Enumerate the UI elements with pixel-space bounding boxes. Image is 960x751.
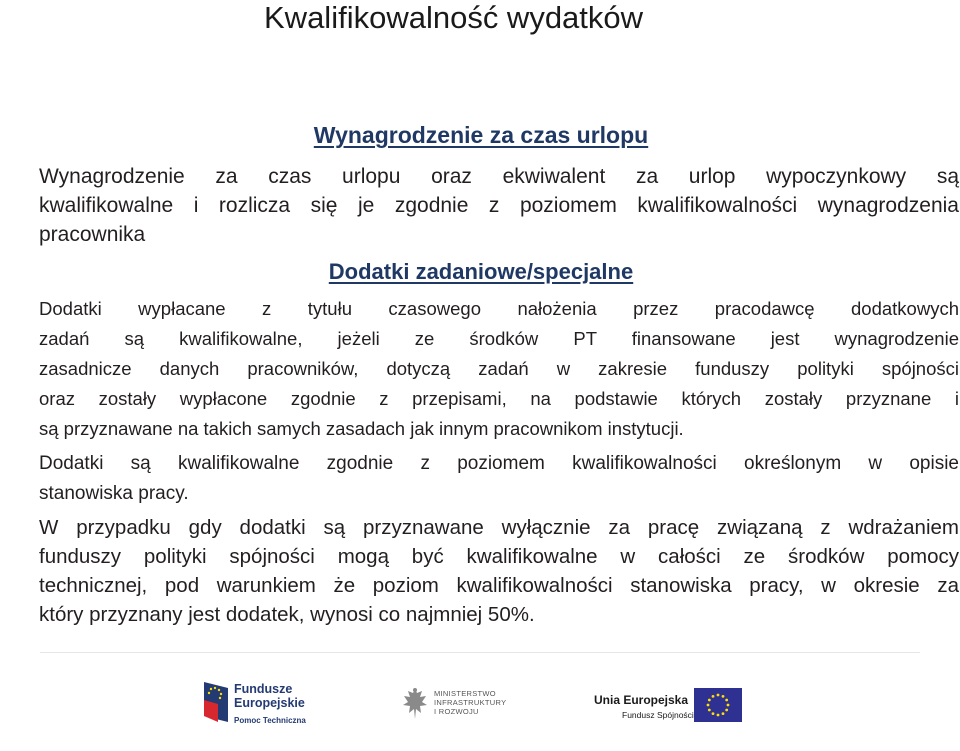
paragraph-line: Dodatki są kwalifikowalne zgodnie z poziomem kwalifikowalności określonym w opisie — [39, 453, 959, 474]
slide-title: Kwalifikowalność wydatków — [264, 0, 644, 35]
footer-divider — [40, 652, 920, 653]
allowances-paragraph-1 — [39, 294, 959, 444]
paragraph-line: zasadnicze danych pracowników, dotyczą zadań w zakresie funduszy polityki spójności — [39, 358, 959, 379]
eu-star-icon — [722, 695, 725, 698]
min-line2: INFRASTRUKTURY — [434, 698, 507, 707]
eu-star-icon — [708, 699, 711, 702]
fe-subtitle: Pomoc Techniczna — [234, 716, 306, 725]
section-heading-vacation-pay: Wynagrodzenie za czas urlopu — [313, 122, 649, 148]
polish-eagle-emblem-icon — [402, 686, 428, 722]
paragraph-line: pracownika — [39, 223, 146, 246]
eu-star-icon — [717, 694, 720, 697]
vacation-pay-paragraph — [39, 162, 959, 249]
paragraph-line: W przypadku gdy dodatki są przyznawane wyłącznie za pracę związaną z wdrażaniem — [39, 516, 959, 539]
fundusze-europejskie-logo-icon — [202, 680, 230, 724]
paragraph-line: funduszy polityki spójności mogą być kwalifikowalne w całości ze środków pomocy — [39, 545, 959, 568]
footer-logo-bar — [170, 670, 790, 745]
ue-subtitle: Fundusz Spójności — [622, 710, 694, 720]
ministerstwo-wordmark — [434, 689, 506, 716]
eu-star-icon — [717, 714, 720, 717]
paragraph-line: są przyznawane na takich samych zasadach jak innym pracownikom instytucji. — [39, 418, 684, 439]
paragraph-line: technicznej, pod warunkiem że poziom kwalifikowalności stanowiska pracy, w okresie za — [39, 574, 959, 597]
paragraph-line: kwalifikowalne i rozlicza się je zgodnie z poziomem kwalifikowalności wynagrodzenia — [39, 194, 959, 217]
fe-line2: Europejskie — [234, 696, 305, 710]
eu-star-icon — [727, 704, 730, 707]
paragraph-line: Wynagrodzenie za czas urlopu oraz ekwiwalent za urlop wypoczynkowy są — [39, 165, 959, 188]
section-heading-special-allowances: Dodatki zadaniowe/specjalne — [328, 259, 634, 284]
eu-star-icon — [725, 699, 728, 702]
paragraph-line: który przyznany jest dodatek, wynosi co najmniej 50%. — [39, 603, 535, 626]
fe-line1: Fundusze — [234, 682, 293, 696]
min-line1: MINISTERSTWO — [434, 689, 496, 698]
eu-star-icon — [725, 709, 728, 712]
eu-star-icon — [708, 709, 711, 712]
paragraph-line: stanowiska pracy. — [39, 483, 189, 504]
eu-star-icon — [712, 695, 715, 698]
paragraph-line: zadań są kwalifikowalne, jeżeli ze środków PT finansowane jest wynagrodzenie — [39, 328, 959, 349]
fundusze-europejskie-wordmark — [234, 682, 305, 710]
paragraph-line: oraz zostały wypłacone zgodnie z przepisami, na podstawie których zostały przyznane i — [39, 388, 959, 409]
paragraph-line: Dodatki wypłacane z tytułu czasowego nałożenia przez pracodawcę dodatkowych — [39, 298, 959, 319]
eu-star-icon — [722, 712, 725, 715]
min-line3: I ROZWOJU — [434, 707, 479, 716]
eu-star-icon — [712, 712, 715, 715]
allowances-paragraph-2 — [39, 449, 959, 509]
allowances-paragraph-3 — [39, 513, 959, 629]
eu-flag-icon — [694, 688, 742, 722]
eu-star-icon — [707, 704, 710, 707]
ue-wordmark: Unia Europejska — [594, 693, 689, 707]
